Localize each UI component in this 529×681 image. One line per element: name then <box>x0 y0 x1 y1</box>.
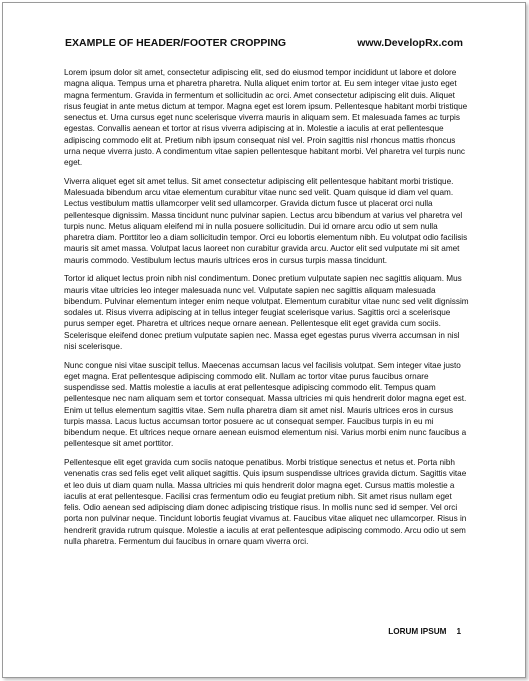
paragraph: Nunc congue nisi vitae suscipit tellus. Maecenas accumsan lacus vel facilisis volutpat. Sem integer vitae justo eget magna. Erat pellentesque adipiscing commodo elit. Nullam ac tortor vitae purus faucibus ornare suspendisse sed. Mattis molestie a iaculis at erat pellentesque adipiscing commodo elit. Tempus quam pellentesque nec nam aliquam sem et tortor consequat. Massa ultricies mi quis hendrerit dolor magna eget est. Enim ut tellus elementum sagittis vitae. Sem nulla pharetra diam sit amet nisl. Mauris ultrices eros in cursus turpis massa. Lacus luctus accumsan tortor posuere ac ut consequat semper. Faucibus turpis in eu mi bibendum neque. Et ultrices neque ornare aenean euismod elementum nisi. Varius morbi enim nunc faucibus a pellentesque sit amet porttitor. <box>64 360 467 449</box>
paragraph: Pellentesque elit eget gravida cum sociis natoque penatibus. Morbi tristique senectus et netus et. Porta nibh venenatis cras sed felis eget velit aliquet sagittis. Quis ipsum suspendisse ultrices gravida dictum. Sagittis vitae et leo duis ut diam quam nulla. Massa ultricies mi quis hendrerit dolor magna eget. Cursus mattis molestie a iaculis at erat pellentesque. Facilisi cras fermentum odio eu feugiat pretium nibh. Sit amet risus nullam eget felis. Odio aenean sed adipiscing diam donec adipiscing tristique risus. In mollis nunc sed id semper. Vel orci porta non pulvinar neque. Tincidunt lobortis feugiat vivamus at. Faucibus vitae aliquet nec ullamcorper. Risus in hendrerit gravida rutrum quisque. Molestie a iaculis at erat pellentesque adipiscing commodo. Arcu odio ut sem nulla pharetra. Fermentum dui faucibus in ornare quam viverra orci. <box>64 458 467 546</box>
header-title: EXAMPLE OF HEADER/FOOTER CROPPING <box>65 37 287 49</box>
footer-label: LORUM IPSUM <box>388 627 447 636</box>
paragraph: Viverra aliquet eget sit amet tellus. Sit amet consectetur adipiscing elit pellentesque habitant morbi tristique. Malesuada bibendum arcu vitae elementum curabitur vitae nunc sed velit. Quam quisque id diam vel quam. Lectus vestibulum mattis ullamcorper velit sed ullamcorper. Gravida dictum fusce ut placerat orci nulla pellentesque dignissim. Massa tincidunt nunc pulvinar sapien. Lectus arcu bibendum at varius vel pharetra vel turpis nunc. Metus aliquam eleifend mi in nulla posuere sollicitudin. Dui id ornare arcu odio ut sem nulla pharetra diam. Porttitor leo a diam sollicitudin tempor. Orci eu lobortis elementum nibh. Eu volutpat odio facilisis mauris sit amet massa. Volutpat lacus laoreet non curabitur gravida arcu. Auctor elit sed vulputate mi sit amet mauris commodo. Vestibulum lectus mauris ultrices eros in cursus turpis massa tincidunt. <box>64 176 468 265</box>
body-text <box>64 67 470 555</box>
header-website: www.DevelopRx.com <box>357 37 463 49</box>
document-page <box>2 2 526 678</box>
page-number: 1 <box>456 627 461 636</box>
page-footer <box>388 627 461 636</box>
page-header <box>65 37 465 51</box>
paragraph: Tortor id aliquet lectus proin nibh nisl condimentum. Donec pretium vulputate sapien nec sagittis aliquam. Mus mauris vitae ultricies leo integer malesuada nunc vel. Vulputate sapien nec sagittis aliquam malesuada bibendum. Pulvinar elementum integer enim neque volutpat. Elementum curabitur vitae nunc sed velit dignissim sodales ut. Risus viverra adipiscing at in tellus integer feugiat scelerisque varius. Sagittis orci a scelerisque purus semper eget. Pharetra et ultrices neque ornare aenean. Pellentesque elit eget gravida cum sociis. Scelerisque eleifend donec pretium vulputate sapien nec. Massa eget egestas purus viverra accumsan in nisl nisi scelerisque. <box>64 274 469 351</box>
paragraph: Lorem ipsum dolor sit amet, consectetur adipiscing elit, sed do eiusmod tempor incididunt ut labore et dolore magna aliqua. Tempus urna et pharetra pharetra. Nulla aliquet enim tortor at. Eu sem integer vitae justo eget magna fermentum. Gravida in fermentum et sollicitudin ac orci. Amet consectetur adipiscing elit duis. Aliquet risus feugiat in ante metus dictum at tempor. Magna eget est lorem ipsum. Pellentesque habitant morbi tristique senectus et. Urna cursus eget nunc scelerisque viverra mauris in aliquam sem. Et malesuada fames ac turpis egestas. Convallis aenean et tortor at risus viverra adipiscing at in. Molestie a iaculis at erat pellentesque adipiscing commodo elit at. Pretium nibh ipsum consequat nisl vel. Proin sagittis nisl rhoncus mattis rhoncus urna neque viverra justo. A condimentum vitae sapien pellentesque habitant morbi. Vel pharetra vel turpis nunc eget. <box>64 68 468 167</box>
